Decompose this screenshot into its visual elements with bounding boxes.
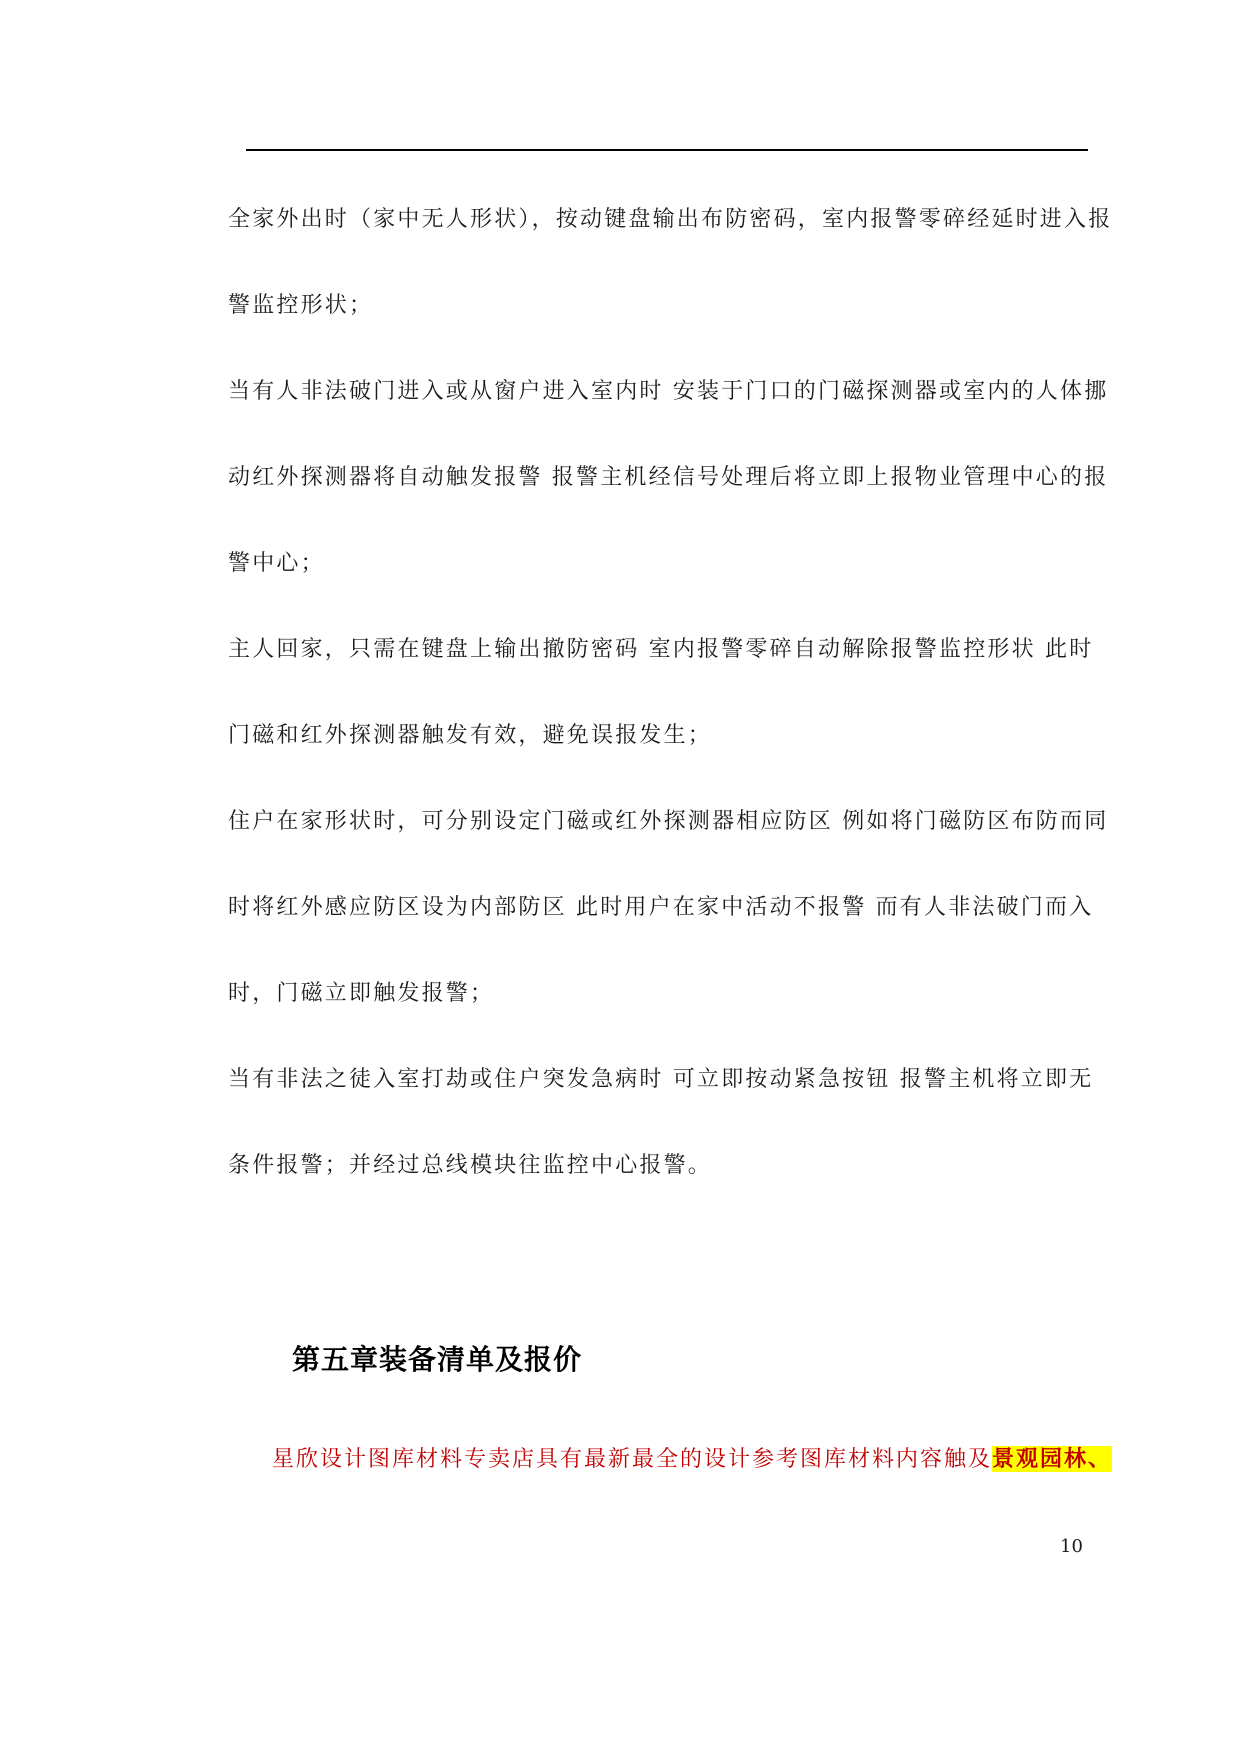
body-line: 当有非法之徒入室打劫或住户突发急病时 可立即按动紧急按钮 报警主机将立即无: [228, 1067, 1094, 1092]
body-line: 住户在家形状时，可分别设定门磁或红外探测器相应防区 例如将门磁防区布防而同: [228, 809, 1109, 834]
body-line: 时将红外感应防区设为内部防区 此时用户在家中活动不报警 而有人非法破门而入: [228, 895, 1094, 920]
body-line: 警监控形状；: [228, 293, 374, 318]
promo-paragraph: [272, 1444, 1112, 1475]
promo-highlight: 景观园林、: [992, 1446, 1113, 1472]
body-line: 条件报警；并经过总线模块往监控中心报警。: [228, 1153, 713, 1178]
body-line: 时，门磁立即触发报警；: [228, 981, 495, 1006]
body-line: 门磁和红外探测器触发有效，避免误报发生；: [228, 723, 713, 748]
body-line: 当有人非法破门进入或从窗户进入室内时 安装于门口的门磁探测器或室内的人体挪: [228, 379, 1109, 404]
page-number: 10: [1060, 1536, 1083, 1557]
promo-text: 星欣设计图库材料专卖店具有最新最全的设计参考图库材料内容触及: [272, 1447, 993, 1472]
body-line: 主人回家，只需在键盘上输出撤防密码 室内报警零碎自动解除报警监控形状 此时: [228, 637, 1094, 662]
chapter-heading: 第五章装备清单及报价: [292, 1343, 583, 1376]
body-line: 全家外出时（家中无人形状），按动键盘输出布防密码，室内报警零碎经延时进入报: [228, 207, 1113, 232]
body-line: 动红外探测器将自动触发报警 报警主机经信号处理后将立即上报物业管理中心的报: [228, 465, 1109, 490]
header-rule: [246, 149, 1088, 151]
body-line: 警中心；: [228, 551, 325, 576]
